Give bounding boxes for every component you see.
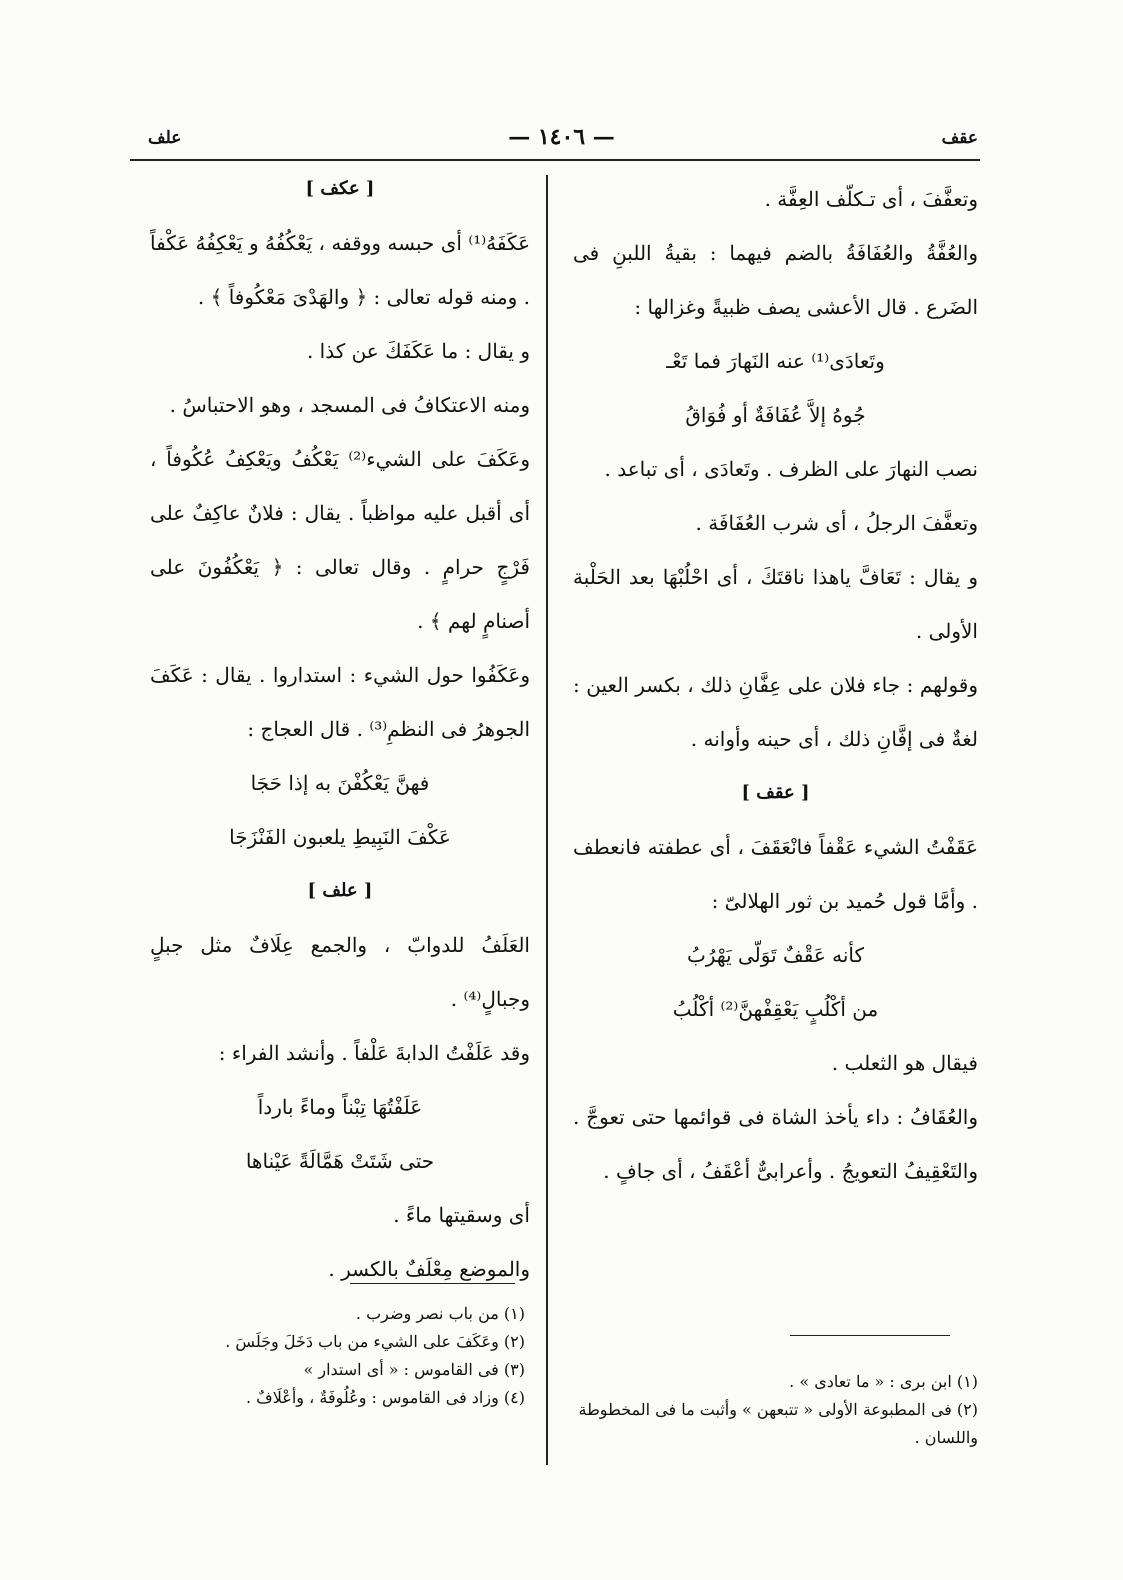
footnote: (٢) فى المطبوعة الأولى « تتبعهن » وأثبت ما فى المخطوطة واللسان . <box>578 1400 978 1447</box>
entry-heading: [ علف ] <box>307 880 373 901</box>
text-line: والعُقَافُ : داء يأخذ الشاة فى قوائمها حتى تعوجَّ . والتَعْقِيفُ التعويجُ . وأعرابىٌّ أعْقَفُ ، أى جافٍ . <box>573 1105 978 1183</box>
footnote: (١) من باب نصر وضرب . <box>355 1304 525 1323</box>
footnotes-right <box>568 1368 978 1452</box>
verse-line: عَلَفْتُهَا تِبْناً وماءً بارداً <box>257 1095 423 1119</box>
text-line: و يقال : تَعَافَّ ياهذا ناقتَكَ ، أى احْلُبْهَا بعد الحَلْبة الأولى . <box>573 565 978 643</box>
text-line: وعَكَفُوا حول الشيء : استداروا . يقال : عَكَفَ الجوهرُ فى النظمِ⁽³⁾ . قال العجاج : <box>150 663 530 741</box>
footnote: (٤) وزاد فى القاموس : وعُلُوفَةٌ ، وأعْلَافٌ . <box>246 1388 525 1407</box>
verse-line: حتى شَتَتْ هَمَّالَةً عَيْناها <box>245 1149 435 1173</box>
header-entry-root-right: عقف <box>941 128 978 148</box>
text-line: ومنه الاعتكافُ فى المسجد ، وهو الاحتباسُ . <box>169 393 530 417</box>
header-rule <box>130 159 980 161</box>
verse-line: كأنه عَقْفٌ تَوَلّى يَهْرُبُ <box>686 943 865 967</box>
footnote: (٢) وعَكَفَ على الشيء من باب دَخَلَ وجَلَسَ . <box>225 1332 525 1351</box>
verse-line: فهنَّ يَعْكُفْنَ به إذا حَجَا <box>250 771 430 795</box>
text-line: وقد عَلَفْتُ الدابةَ عَلْفاً . وأنشد الفراء : <box>218 1041 530 1065</box>
text-line: وقولهم : جاء فلان على عِفَّانِ ذلك ، بكسر العين : لغةٌ فى إفَّانِ ذلك ، أى حينه وأوانه . <box>573 673 978 751</box>
text-line: والعُفَّةُ والعُفَافَةُ بالضم فيهما : بقيةُ اللبنِ فى الضَرع . قال الأعشى يصف ظبيةً وغزالها : <box>573 241 978 319</box>
text-line: عَكَفَهُ⁽¹⁾ أى حبسه ووقفه ، يَعْكُفُهُ و يَعْكِفُهُ عَكْفاً . ومنه قوله تعالى : ﴿ والهَدْىَ مَعْكُوفاً ﴾ . <box>150 231 530 309</box>
verse-line: من أكْلُبٍ يَعْقِفْهنَّ⁽²⁾ أكْلُبُ <box>672 997 879 1021</box>
text-line: و يقال : ما عَكَفَكَ عن كذا . <box>306 339 530 363</box>
footnote-rule-left <box>350 1283 515 1284</box>
text-line: والموضع مِعْلَفٌ بالكسر . <box>328 1257 530 1281</box>
verse-line: عَكْفَ النَبِيطِ يلعبون الفَنْزَجَا <box>229 825 451 849</box>
footnote: (٣) فى القاموس : « أى استدار » <box>303 1360 525 1379</box>
entry-heading: [ عقف ] <box>741 782 810 803</box>
text-line: أى وسقيتها ماءً . <box>393 1203 530 1227</box>
text-line: وعَكَفَ على الشيء⁽²⁾ يَعْكُفُ ويَعْكِفُ عُكُوفاً ، أى أقبل عليه مواظباً . يقال : فلانٌ عاكِفٌ على فَرْجٍ حرامٍ . وقال تعالى : ﴿ يَعْكُفُونَ على أصنامٍ لهم ﴾ . <box>150 447 530 633</box>
text-line: وتعفَّفَ الرجلُ ، أى شرب العُفَافَة . <box>695 511 978 535</box>
left-column <box>150 162 530 1296</box>
text-line: نصب النهارَ على الظرف . وتَعادَى ، أى تباعد . <box>604 457 978 481</box>
text-line: عَقَفْتُ الشيء عَقْفاً فانْعَقَفَ ، أى عطفته فانعطف . وأمَّا قول حُميد بن ثور الهلالىّ : <box>573 835 978 913</box>
verse-line: جُوهُ إلاَّ عُفَافَةٌ أو فُوَاقُ <box>685 403 866 427</box>
footnote-rule-right <box>790 1335 950 1336</box>
text-line: العَلَفُ للدوابّ ، والجمع عِلَافٌ مثل جبلٍ وجبالٍ⁽⁴⁾ . <box>150 933 530 1011</box>
header-entry-root-left: علف <box>148 128 182 148</box>
verse-line: وتَعادَى⁽¹⁾ عنه النَهارَ فما تَعْـ <box>666 349 885 373</box>
entry-heading: [ عكف ] <box>305 178 375 199</box>
footnote: (١) ابن برى : « ما تعادى » . <box>789 1372 978 1391</box>
column-divider <box>546 175 548 1465</box>
page-number: — ١٤٠٦ — <box>508 124 615 150</box>
footnotes-left <box>125 1300 525 1412</box>
text-line: وتعفَّفَ ، أى تـكلّف العِفَّة . <box>764 187 978 211</box>
right-column <box>573 172 978 1198</box>
text-line: فيقال هو الثعلب . <box>831 1051 978 1075</box>
